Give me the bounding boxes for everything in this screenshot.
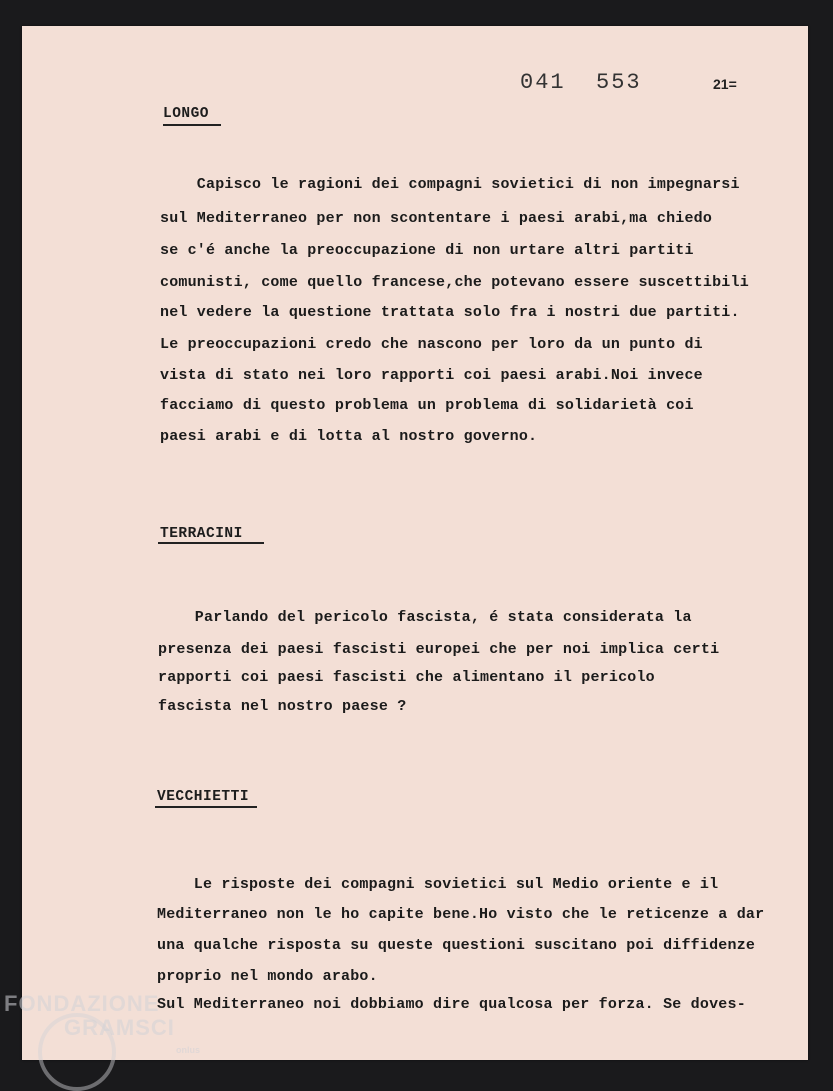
speaker-underline bbox=[158, 542, 264, 544]
paragraph-terracini bbox=[158, 610, 798, 729]
text-line: Sul Mediterraneo noi dobbiamo dire qualcosa per forza. Se doves- bbox=[157, 996, 746, 1013]
speaker-longo: LONGO bbox=[163, 106, 210, 122]
archive-stamp: 041 553 bbox=[520, 70, 642, 95]
text-line: paesi arabi e di lotta al nostro governo. bbox=[160, 428, 538, 445]
watermark-line-2: GRAMSCI bbox=[64, 1015, 175, 1040]
text-line: proprio nel mondo arabo. bbox=[157, 968, 378, 985]
text-line: nel vedere la questione trattata solo fra i nostri due partiti. bbox=[160, 304, 740, 321]
watermark-line-3: onlus bbox=[176, 1045, 200, 1055]
text-line: Mediterraneo non le ho capite bene.Ho visto che le reticenze a dar bbox=[157, 906, 765, 923]
text-line: una qualche risposta su queste questioni suscitano poi diffidenze bbox=[157, 937, 756, 954]
speaker-terracini: TERRACINI bbox=[160, 526, 243, 542]
watermark-line-1: FONDAZIONE bbox=[4, 991, 160, 1016]
text-line: vista di stato nei loro rapporti coi paesi arabi.Noi invece bbox=[160, 367, 703, 384]
text-line: Le preoccupazioni credo che nascono per loro da un punto di bbox=[160, 336, 703, 353]
speaker-underline bbox=[163, 124, 221, 126]
speaker-underline bbox=[155, 806, 257, 808]
page-number: 21= bbox=[713, 76, 737, 92]
speaker-vecchietti: VECCHIETTI bbox=[157, 789, 250, 805]
text-line: Capisco le ragioni dei compagni sovietici di non impegnarsi bbox=[160, 176, 740, 193]
text-line: fascista nel nostro paese ? bbox=[158, 698, 407, 715]
text-line: comunisti, come quello francese,che potevano essere suscettibili bbox=[160, 274, 749, 291]
paragraph-longo bbox=[160, 177, 800, 459]
text-line: rapporti coi paesi fascisti che alimentano il pericolo bbox=[158, 669, 655, 686]
fondazione-gramsci-watermark bbox=[0, 985, 210, 1080]
paragraph-vecchietti bbox=[157, 877, 797, 1027]
text-line: Le risposte dei compagni sovietici sul Medio oriente e il bbox=[157, 876, 719, 893]
text-line: se c'é anche la preoccupazione di non urtare altri partiti bbox=[160, 242, 694, 259]
text-line: sul Mediterraneo per non scontentare i paesi arabi,ma chiedo bbox=[160, 210, 713, 227]
text-line: Parlando del pericolo fascista, é stata considerata la bbox=[158, 609, 692, 626]
text-line: presenza dei paesi fascisti europei che per noi implica certi bbox=[158, 641, 720, 658]
text-line: facciamo di questo problema un problema di solidarietà coi bbox=[160, 397, 694, 414]
